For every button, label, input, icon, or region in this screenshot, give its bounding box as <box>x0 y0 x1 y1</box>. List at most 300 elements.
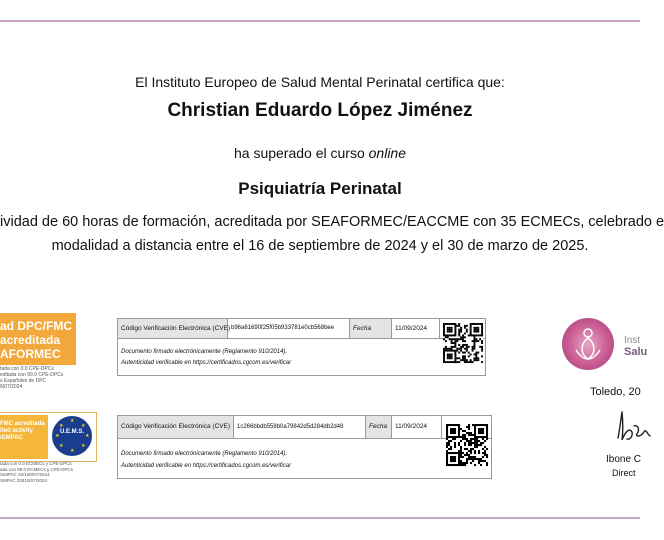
qr-module <box>473 357 475 359</box>
qr-module <box>481 329 483 331</box>
qr-module <box>449 357 451 359</box>
qr-module <box>454 432 456 434</box>
qr-module <box>484 450 486 452</box>
verification-note: Autenticidad verificable en https://certificados.cgcom.es/verificar <box>121 463 292 469</box>
qr-module <box>448 424 450 426</box>
qr-module <box>443 357 445 359</box>
qr-module <box>486 436 488 438</box>
qr-module <box>460 460 462 462</box>
qr-module <box>452 458 454 460</box>
course-description-line1: ividad de 60 horas de formación, acreditada por SEAFORMEC/EACCME con 35 ECMECs, celebrado e <box>0 214 664 230</box>
qr-module <box>486 434 488 436</box>
qr-module <box>472 323 474 325</box>
qr-module <box>449 355 451 357</box>
qr-module <box>452 452 454 454</box>
qr-module <box>458 456 460 458</box>
qr-module <box>458 323 460 325</box>
qr-module <box>473 331 475 333</box>
qr-module <box>446 438 448 440</box>
qr-module <box>473 342 475 344</box>
qr-module <box>456 338 458 340</box>
qr-module <box>477 340 479 342</box>
qr-module <box>456 361 458 363</box>
qr-module <box>454 333 456 335</box>
qr-module <box>476 440 478 442</box>
frame-top-line <box>0 20 640 22</box>
lotus-figure-icon <box>574 326 602 362</box>
qr-module <box>456 350 458 352</box>
qr-module <box>470 462 472 464</box>
qr-module <box>472 434 474 436</box>
qr-module <box>447 355 449 357</box>
qr-module <box>484 424 486 426</box>
qr-module <box>464 333 466 335</box>
qr-module <box>481 323 483 325</box>
qr-module <box>478 428 480 430</box>
qr-module <box>476 442 478 444</box>
qr-module <box>470 333 472 335</box>
qr-module <box>475 329 477 331</box>
qr-module <box>478 462 480 464</box>
qr-module <box>480 444 482 446</box>
smpac-accreditation-logo <box>0 412 97 462</box>
qr-module <box>475 327 477 329</box>
qr-module <box>454 329 456 331</box>
qr-module <box>452 430 454 432</box>
qr-module <box>450 446 452 448</box>
qr-module <box>470 432 472 434</box>
qr-module <box>462 346 464 348</box>
qr-module <box>443 333 445 335</box>
dpc-detail-line: s Españoles de DPC <box>0 378 47 384</box>
qr-module <box>478 460 480 462</box>
qr-module <box>450 440 452 442</box>
qr-module <box>475 352 477 354</box>
qr-module <box>464 462 466 464</box>
qr-module <box>474 434 476 436</box>
qr-module <box>462 336 464 338</box>
qr-module <box>484 452 486 454</box>
verification-note: Autenticidad verificable en https://certificados.cgcom.es/verificar <box>121 360 292 366</box>
qr-module <box>462 340 464 342</box>
date-value: 11/09/2024 <box>392 319 440 338</box>
qr-module <box>449 331 451 333</box>
qr-module <box>468 440 470 442</box>
smpac-accreditation-details <box>0 461 92 483</box>
qr-module <box>482 424 484 426</box>
signature-note: Documento firmado electrónicamente (Reglamento 910/2014). <box>121 349 288 355</box>
qr-module <box>456 452 458 454</box>
qr-module <box>472 460 474 462</box>
qr-module <box>460 329 462 331</box>
qr-module <box>475 334 477 336</box>
qr-module <box>468 444 470 446</box>
qr-module <box>475 323 477 325</box>
qr-module <box>466 452 468 454</box>
qr-module <box>466 460 468 462</box>
qr-module <box>462 334 464 336</box>
qr-module <box>445 334 447 336</box>
qr-module <box>458 452 460 454</box>
qr-module <box>458 428 460 430</box>
qr-module <box>466 346 468 348</box>
qr-module <box>458 430 460 432</box>
qr-module <box>464 454 466 456</box>
smpac-detail-line: SMPAC 02810/07/2024 <box>0 477 47 483</box>
qr-module <box>443 334 445 336</box>
qr-module <box>448 444 450 446</box>
qr-module <box>449 323 451 325</box>
qr-module <box>448 464 450 466</box>
qr-module <box>449 329 451 331</box>
qr-module <box>460 327 462 329</box>
qr-module <box>486 454 488 456</box>
qr-module <box>451 361 453 363</box>
qr-module <box>450 436 452 438</box>
qr-module <box>460 462 462 464</box>
qr-module <box>477 329 479 331</box>
qr-module <box>482 456 484 458</box>
qr-module <box>476 444 478 446</box>
qr-module <box>454 331 456 333</box>
qr-module <box>450 464 452 466</box>
qr-module <box>484 454 486 456</box>
qr-module <box>473 353 475 355</box>
qr-module <box>482 448 484 450</box>
qr-module <box>458 333 460 335</box>
qr-module <box>468 458 470 460</box>
qr-module <box>458 352 460 354</box>
qr-module <box>462 338 464 340</box>
qr-module <box>468 355 470 357</box>
course-description-line2: modalidad a distancia entre el 16 de septiembre de 2024 y el 30 de marzo de 2025. <box>51 238 589 254</box>
star-icon: ★ <box>81 423 86 429</box>
qr-module <box>477 327 479 329</box>
qr-module <box>472 346 474 348</box>
cve-label: Código Verificación Electrónica (CVE) <box>118 416 234 438</box>
qr-module <box>470 334 472 336</box>
qr-module <box>482 432 484 434</box>
qr-module <box>454 350 456 352</box>
star-icon: ★ <box>85 433 90 439</box>
passed-mode: online <box>368 145 407 161</box>
qr-module <box>443 323 445 325</box>
signature-note: Documento firmado electrónicamente (Reglamento 910/2014). <box>121 451 288 457</box>
qr-module <box>468 442 470 444</box>
qr-module <box>468 334 470 336</box>
qr-module <box>464 355 466 357</box>
qr-module <box>478 458 480 460</box>
qr-module <box>475 340 477 342</box>
qr-module <box>448 448 450 450</box>
qr-module <box>462 464 464 466</box>
smpac-logo-line: ited activity <box>0 428 34 434</box>
signer-name: Ibone C <box>606 454 642 465</box>
qr-module <box>454 452 456 454</box>
qr-module <box>482 428 484 430</box>
qr-module <box>460 359 462 361</box>
cve-value: b96a61690f25f05b933781e0cb568bee <box>228 319 350 338</box>
qr-module <box>474 440 476 442</box>
qr-module <box>452 456 454 458</box>
qr-module <box>460 464 462 466</box>
qr-module <box>481 342 483 344</box>
qr-module <box>446 442 448 444</box>
qr-module <box>446 428 448 430</box>
qr-module <box>462 430 464 432</box>
qr-module <box>446 452 448 454</box>
qr-module <box>458 442 460 444</box>
qr-module <box>478 452 480 454</box>
qr-module <box>458 464 460 466</box>
qr-module <box>473 344 475 346</box>
qr-module <box>470 331 472 333</box>
qr-module <box>474 430 476 432</box>
smpac-detail-line: ada con 99.0 ECMECs y CPE-DPCs <box>0 466 74 472</box>
signer-role: Direct <box>612 468 636 478</box>
qr-module <box>445 348 447 350</box>
certificate-intro: El Instituto Europeo de Salud Mental Perinatal certifica que: <box>135 74 505 90</box>
dpc-logo-line: acreditada <box>0 333 61 347</box>
qr-module <box>480 430 482 432</box>
qr-module <box>446 436 448 438</box>
date-label: Fecha <box>366 416 392 438</box>
qr-module <box>454 428 456 430</box>
qr-module <box>453 338 455 340</box>
qr-module <box>470 440 472 442</box>
qr-module <box>449 348 451 350</box>
qr-module <box>458 329 460 331</box>
qr-module <box>468 428 470 430</box>
qr-module <box>474 426 476 428</box>
qr-module <box>448 440 450 442</box>
qr-module <box>464 340 466 342</box>
qr-module <box>466 331 468 333</box>
qr-module <box>470 458 472 460</box>
qr-module <box>468 352 470 354</box>
qr-module <box>454 436 456 438</box>
qr-module <box>458 454 460 456</box>
qr-module <box>464 434 466 436</box>
qr-module <box>460 348 462 350</box>
qr-module <box>470 323 472 325</box>
qr-module <box>468 434 470 436</box>
qr-module <box>464 442 466 444</box>
qr-module <box>466 325 468 327</box>
qr-module <box>477 359 479 361</box>
qr-module <box>466 329 468 331</box>
qr-module <box>458 334 460 336</box>
qr-module <box>446 454 448 456</box>
qr-module <box>470 442 472 444</box>
qr-module <box>464 464 466 466</box>
dpc-accreditation-logo <box>0 313 76 365</box>
qr-module <box>474 456 476 458</box>
star-icon: ★ <box>55 433 60 439</box>
qr-module <box>474 428 476 430</box>
star-icon: ★ <box>81 443 86 449</box>
qr-module <box>446 444 448 446</box>
qr-module <box>449 327 451 329</box>
qr-module <box>447 327 449 329</box>
dpc-detail-line: editada con 99.0 CPE-DPCs <box>0 372 64 378</box>
qr-module <box>445 323 447 325</box>
qr-module <box>458 444 460 446</box>
qr-module <box>470 438 472 440</box>
qr-module <box>447 361 449 363</box>
qr-module <box>462 436 464 438</box>
qr-module <box>449 361 451 363</box>
qr-module <box>486 448 488 450</box>
qr-module <box>462 355 464 357</box>
qr-module <box>475 338 477 340</box>
qr-module <box>454 346 456 348</box>
qr-module <box>460 450 462 452</box>
qr-module <box>454 444 456 446</box>
qr-module <box>450 432 452 434</box>
qr-module <box>486 462 488 464</box>
qr-module <box>445 346 447 348</box>
qr-module <box>481 325 483 327</box>
institute-logo <box>562 318 614 370</box>
qr-module <box>470 359 472 361</box>
qr-module <box>486 430 488 432</box>
qr-module <box>480 464 482 466</box>
qr-module <box>464 444 466 446</box>
qr-module <box>482 442 484 444</box>
qr-module <box>443 355 445 357</box>
qr-module <box>452 428 454 430</box>
qr-module <box>466 462 468 464</box>
qr-module <box>456 340 458 342</box>
qr-module <box>484 436 486 438</box>
qr-module <box>472 448 474 450</box>
frame-bottom-line <box>0 517 640 519</box>
qr-module <box>468 426 470 428</box>
qr-module <box>464 344 466 346</box>
qr-module <box>470 361 472 363</box>
qr-module <box>446 426 448 428</box>
qr-module <box>474 464 476 466</box>
qr-module <box>446 456 448 458</box>
qr-module <box>460 454 462 456</box>
qr-module <box>462 452 464 454</box>
qr-module <box>454 325 456 327</box>
qr-module <box>451 357 453 359</box>
qr-module <box>446 450 448 452</box>
qr-module <box>447 334 449 336</box>
qr-module <box>456 348 458 350</box>
qr-module <box>476 446 478 448</box>
qr-module <box>443 352 445 354</box>
qr-module <box>477 323 479 325</box>
qr-module <box>472 340 474 342</box>
qr-module <box>451 331 453 333</box>
qr-module <box>472 361 474 363</box>
qr-module <box>486 428 488 430</box>
qr-module <box>446 462 448 464</box>
smpac-detail-line: tada con 0.0 ECMECs y CPE-DPCs <box>0 461 72 466</box>
qr-module <box>452 438 454 440</box>
qr-module <box>453 334 455 336</box>
qr-code-icon <box>443 323 483 367</box>
qr-module <box>474 446 476 448</box>
qr-module <box>451 348 453 350</box>
qr-module <box>482 460 484 462</box>
qr-module <box>480 432 482 434</box>
qr-module <box>466 350 468 352</box>
qr-module <box>462 456 464 458</box>
qr-module <box>456 325 458 327</box>
qr-module <box>474 442 476 444</box>
qr-module <box>443 359 445 361</box>
qr-module <box>473 323 475 325</box>
qr-module <box>454 359 456 361</box>
qr-module <box>474 450 476 452</box>
qr-module <box>446 464 448 466</box>
qr-module <box>454 327 456 329</box>
qr-module <box>443 325 445 327</box>
qr-module <box>451 338 453 340</box>
qr-module <box>477 334 479 336</box>
qr-module <box>447 323 449 325</box>
qr-module <box>456 436 458 438</box>
qr-module <box>466 438 468 440</box>
qr-module <box>458 325 460 327</box>
qr-module <box>474 452 476 454</box>
qr-module <box>472 334 474 336</box>
qr-module <box>468 424 470 426</box>
qr-module <box>454 464 456 466</box>
handwritten-signature <box>614 408 654 446</box>
qr-module <box>470 327 472 329</box>
qr-module <box>447 329 449 331</box>
dpc-logo-line: ad DPC/FMC <box>0 319 72 333</box>
qr-module <box>447 353 449 355</box>
qr-module <box>470 448 472 450</box>
qr-module <box>450 458 452 460</box>
qr-module <box>458 458 460 460</box>
qr-module <box>477 352 479 354</box>
qr-module <box>468 456 470 458</box>
qr-module <box>454 424 456 426</box>
qr-module <box>447 336 449 338</box>
qr-module <box>486 424 488 426</box>
qr-module <box>460 440 462 442</box>
qr-module <box>474 432 476 434</box>
qr-module <box>470 456 472 458</box>
qr-module <box>474 424 476 426</box>
qr-module <box>466 432 468 434</box>
qr-module <box>464 361 466 363</box>
qr-module <box>464 352 466 354</box>
qr-module <box>464 357 466 359</box>
qr-module <box>454 442 456 444</box>
qr-module <box>451 323 453 325</box>
dpc-logo-line: AFORMEC <box>0 347 61 361</box>
qr-module <box>445 336 447 338</box>
qr-module <box>466 448 468 450</box>
verification-box-1 <box>117 318 486 376</box>
qr-module <box>454 340 456 342</box>
qr-module <box>447 357 449 359</box>
qr-module <box>452 464 454 466</box>
qr-module <box>449 353 451 355</box>
qr-module <box>452 424 454 426</box>
qr-module <box>452 460 454 462</box>
qr-module <box>468 346 470 348</box>
qr-module <box>477 331 479 333</box>
